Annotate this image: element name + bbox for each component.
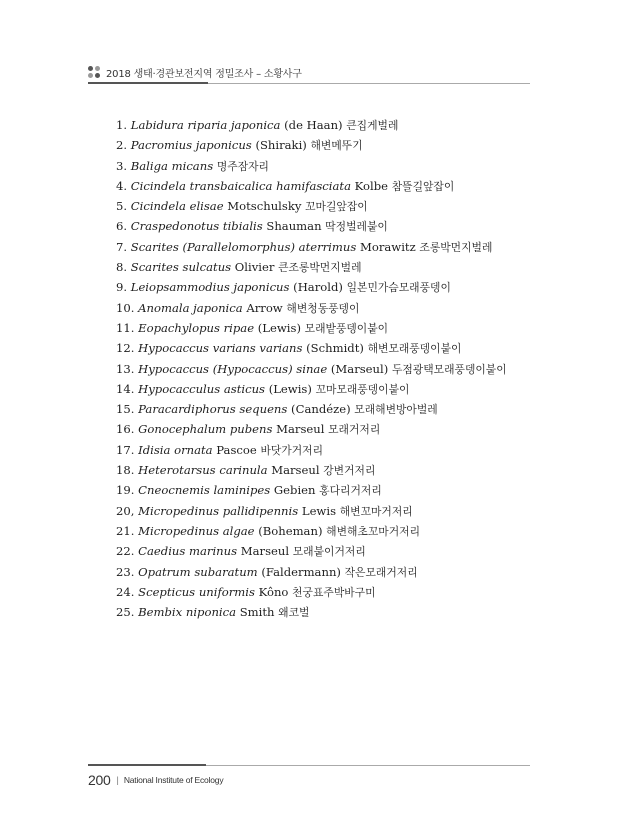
korean-name: 큰조롱박먼지벌레: [278, 261, 362, 275]
korean-name: 해변메뚜기: [310, 139, 363, 153]
scientific-name: Leiopsammodius japonicus: [130, 280, 290, 295]
scientific-name: Hypocaccus varians varians: [138, 341, 303, 356]
scientific-name: Scarites sulcatus: [130, 260, 232, 275]
list-item: [116, 196, 507, 216]
author-citation: (Lewis): [254, 320, 305, 335]
scientific-name: Idisia ornata: [138, 442, 213, 457]
author-citation: (Marseul): [327, 361, 392, 376]
scientific-name: Hypocaccus (Hypocaccus) sinae: [138, 361, 328, 376]
scientific-name: Cneocnemis laminipes: [138, 483, 271, 498]
scientific-name: Opatrum subaratum: [138, 564, 258, 579]
list-item: [116, 115, 507, 135]
korean-name: 모래거저리: [328, 423, 381, 437]
author-citation: Marseul: [272, 422, 329, 437]
footer-rule: [88, 764, 206, 766]
author-citation: Kolbe: [351, 178, 392, 193]
item-number: 6.: [116, 219, 128, 234]
item-number: 17.: [116, 442, 135, 457]
item-number: 5.: [116, 199, 128, 214]
korean-name: 해변꼬마거저리: [339, 504, 413, 518]
list-item: [116, 399, 507, 419]
scientific-name: Cicindela elisae: [130, 199, 224, 214]
item-number: 2.: [116, 138, 128, 153]
author-citation: (Boheman): [254, 523, 327, 538]
scientific-name: Cicindela transbaicalica hamifasciata: [130, 178, 351, 193]
item-number: 23.: [116, 564, 135, 579]
item-number: 19.: [116, 483, 135, 498]
footer-separator: |: [116, 775, 119, 785]
scientific-name: Bembix niponica: [138, 605, 237, 620]
list-item: [116, 277, 507, 297]
list-item: [116, 419, 507, 439]
list-item: [116, 257, 507, 277]
korean-name: 큰집게벌레: [346, 119, 399, 132]
author-citation: Olivier: [231, 260, 279, 275]
item-number: 13.: [116, 361, 135, 376]
author-citation: (Faldermann): [257, 564, 345, 579]
author-citation: (Lewis): [265, 381, 316, 396]
list-item: [116, 501, 507, 521]
list-item: [116, 176, 507, 196]
author-citation: Smith: [236, 605, 279, 620]
list-item: [116, 582, 507, 602]
list-item: [116, 338, 507, 358]
scientific-name: Anomala japonica: [138, 300, 243, 315]
item-number: 21.: [116, 523, 135, 538]
scientific-name: Paracardiphorus sequens: [138, 402, 288, 417]
scientific-name: Heterotarsus carinula: [138, 463, 268, 478]
item-number: 7.: [116, 239, 128, 254]
list-item: [116, 541, 507, 561]
korean-name: 모래밭풍뎅이붙이: [304, 321, 389, 335]
korean-name: 명주잠자리: [216, 159, 269, 173]
list-item: [116, 318, 507, 338]
page-footer: [88, 772, 223, 788]
item-number: 15.: [116, 402, 135, 417]
list-item: [116, 135, 507, 155]
korean-name: 해변해초꼬마거저리: [326, 524, 421, 538]
list-item: [116, 156, 507, 176]
korean-name: 왜코벌: [278, 606, 310, 620]
scientific-name: Eopachylopus ripae: [138, 320, 255, 335]
list-item: [116, 562, 507, 582]
item-number: 11.: [116, 320, 135, 335]
korean-name: 꼬마모래풍뎅이붙이: [315, 382, 410, 396]
scientific-name: Hypocacculus asticus: [138, 381, 266, 396]
korean-name: 천궁표주박바구미: [292, 585, 376, 599]
item-number: 8.: [116, 260, 128, 275]
korean-name: 딱정벌레붙이: [325, 220, 388, 234]
list-item: [116, 237, 507, 257]
author-citation: (Shiraki): [251, 138, 311, 153]
author-citation: Morawitz: [356, 239, 420, 254]
list-item: [116, 216, 507, 236]
species-list: [116, 115, 507, 622]
item-number: 24.: [116, 584, 135, 599]
scientific-name: Pacromius japonicus: [130, 138, 252, 153]
list-item: [116, 440, 507, 460]
author-citation: (de Haan): [280, 118, 347, 132]
korean-name: 홍다리거저리: [319, 484, 382, 498]
author-citation: Shauman: [262, 219, 326, 234]
korean-name: 꼬마길앞잡이: [305, 200, 368, 214]
item-number: 20,: [116, 503, 135, 518]
korean-name: 모래붙이거저리: [292, 545, 366, 559]
author-citation: Arrow: [242, 300, 287, 315]
scientific-name: Caedius marinus: [138, 544, 238, 559]
korean-name: 참뜰길앞잡이: [391, 179, 455, 193]
author-citation: Lewis: [298, 503, 340, 518]
scientific-name: Craspedonotus tibialis: [130, 219, 263, 234]
item-number: 12.: [116, 341, 135, 356]
item-number: 3.: [116, 158, 128, 173]
scientific-name: Baliga micans: [130, 158, 214, 173]
korean-name: 해변모래풍뎅이붙이: [367, 342, 462, 356]
list-item: [116, 460, 507, 480]
korean-name: 작은모래거저리: [344, 565, 418, 579]
korean-name: 일본민가슴모래풍뎅이: [346, 281, 451, 295]
korean-name: 조롱박먼지벌레: [419, 240, 493, 254]
author-citation: (Harold): [289, 280, 347, 295]
korean-name: 바닷가거저리: [260, 443, 324, 457]
item-number: 25.: [116, 605, 135, 620]
list-item: [116, 359, 507, 379]
author-citation: Gebien: [270, 483, 320, 498]
korean-name: 강변거저리: [323, 464, 376, 478]
list-item: [116, 298, 507, 318]
page-number: 200: [88, 772, 111, 788]
list-item: [116, 602, 507, 622]
korean-name: 해변청동풍뎅이: [286, 301, 360, 315]
item-number: 16.: [116, 422, 135, 437]
list-item: [116, 379, 507, 399]
author-citation: Motschulsky: [223, 199, 306, 214]
institute-name: National Institute of Ecology: [123, 775, 224, 785]
item-number: 1.: [116, 118, 128, 132]
item-number: 14.: [116, 381, 135, 396]
scientific-name: Scepticus uniformis: [138, 584, 255, 599]
scientific-name: Micropedinus algae: [138, 523, 255, 538]
author-citation: Marseul: [267, 463, 324, 478]
header-rule-thin: [208, 83, 530, 84]
author-citation: Marseul: [237, 544, 293, 559]
list-item: [116, 521, 507, 541]
item-number: 22.: [116, 544, 135, 559]
scientific-name: Labidura riparia japonica: [130, 118, 281, 132]
footer-rule-thin: [206, 765, 530, 766]
scientific-name: Gonocephalum pubens: [138, 422, 273, 437]
running-header: [88, 63, 530, 81]
author-citation: Pascoe: [212, 442, 261, 457]
item-number: 10.: [116, 300, 135, 315]
item-number: 18.: [116, 463, 135, 478]
list-item: [116, 480, 507, 500]
korean-name: 모래해변방아벌레: [354, 403, 438, 417]
header-dots-icon: [88, 66, 100, 78]
item-number: 4.: [116, 178, 128, 193]
item-number: 9.: [116, 280, 128, 295]
scientific-name: Micropedinus pallidipennis: [138, 503, 299, 518]
author-citation: Kôno: [254, 584, 293, 599]
header-rule: [88, 82, 208, 84]
author-citation: (Schmidt): [302, 341, 368, 356]
author-citation: (Candéze): [287, 402, 355, 417]
header-title: 2018 생태·경관보전지역 정밀조사 – 소황사구: [106, 68, 302, 80]
scientific-name: Scarites (Parallelomorphus) aterrimus: [130, 239, 357, 254]
korean-name: 두점광택모래풍뎅이붙이: [391, 362, 507, 376]
